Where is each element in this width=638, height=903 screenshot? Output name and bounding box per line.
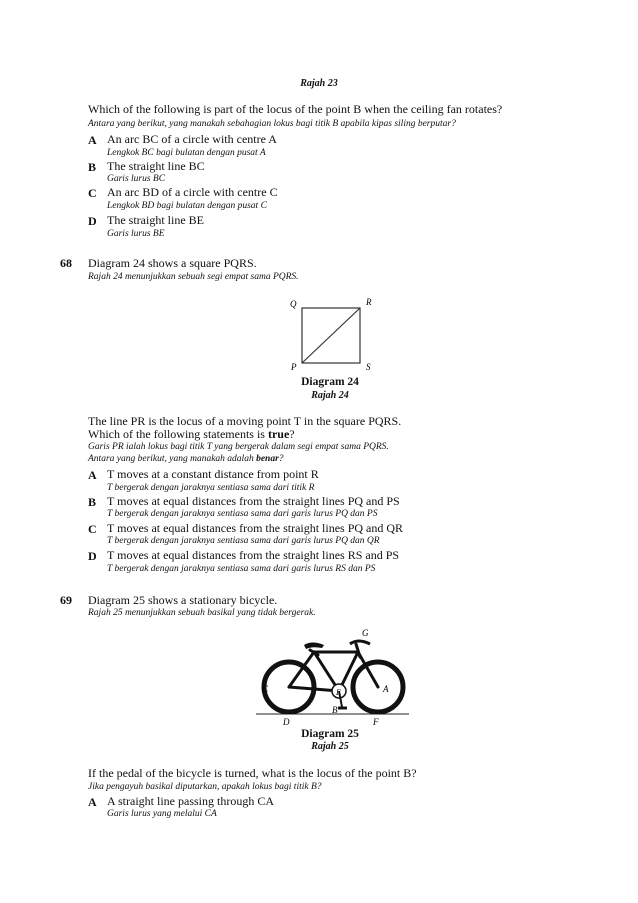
diagram-25-bicycle — [252, 625, 412, 727]
option-letter: C — [88, 186, 97, 200]
q68-stem-my-1: Garis PR ialah lokus bagi titik T yang bergerak dalam segi empat sama PQRS. — [88, 442, 389, 452]
label-e: E — [336, 688, 341, 697]
q68-intro-my: Rajah 24 menunjukkan sebuah segi empat sama PQRS. — [88, 272, 299, 282]
option-text-en: T moves at equal distances from the straight lines PQ and QR — [107, 521, 404, 535]
option-text-en: T moves at a constant distance from point R — [107, 467, 319, 481]
q67-stem-my: Antara yang berikut, yang manakah sebahagian lokus bagi titik B apabila kipas siling berputar? — [88, 119, 456, 129]
diagram-24-square — [280, 290, 380, 375]
label-p: P — [291, 362, 297, 372]
q69-number: 69 — [60, 593, 72, 607]
option-letter: B — [88, 495, 97, 509]
label-d: D — [283, 717, 290, 727]
option-letter: D — [88, 214, 97, 228]
label-s: S — [366, 362, 371, 372]
option-text-en: An arc BC of a circle with centre A — [107, 132, 277, 146]
diagram-25-caption-my: Rajah 25 — [311, 741, 349, 752]
q68-intro-en: Diagram 24 shows a square PQRS. — [88, 256, 257, 270]
option-text-my: Lengkok BC bagi bulatan dengan pusat A — [107, 148, 266, 158]
option-text-my: Lengkok BD bagi bulatan dengan pusat C — [107, 201, 267, 211]
q67-stem-en: Which of the following is part of the locus of the point B when the ceiling fan rotates? — [88, 102, 503, 116]
option-text-en: T moves at equal distances from the straight lines RS and PS — [107, 548, 400, 562]
handlebar — [350, 641, 370, 644]
option-letter: A — [88, 133, 97, 147]
label-g: G — [362, 628, 369, 638]
option-letter: D — [88, 549, 97, 563]
option-text-en: An arc BD of a circle with centre C — [107, 185, 278, 199]
option-letter: A — [88, 795, 97, 809]
option-letter: A — [88, 468, 97, 482]
option-letter: B — [88, 160, 97, 174]
option-text-my: Garis lurus yang melalui CA — [107, 809, 217, 819]
q68-stem-en-2: Which of the following statements is true? — [88, 427, 295, 441]
q68-stem-en-1: The line PR is the locus of a moving point T in the square PQRS. — [88, 414, 402, 428]
option-text-en: The straight line BC — [107, 159, 205, 173]
diagram-23-caption: Rajah 23 — [300, 78, 338, 89]
q69-intro-en: Diagram 25 shows a stationary bicycle. — [88, 593, 278, 607]
option-text-my: T bergerak dengan jaraknya sentiasa sama dari garis lurus PQ dan PS — [107, 509, 378, 519]
diagonal-pr — [302, 308, 360, 363]
diagram-24-caption-en: Diagram 24 — [301, 376, 359, 388]
q68-stem-my-2: Antara yang berikut, yang manakah adalah benar? — [88, 454, 284, 464]
label-c: C — [262, 684, 269, 694]
option-text-my: Garis lurus BC — [107, 174, 166, 184]
label-q: Q — [290, 299, 297, 309]
option-text-en: The straight line BE — [107, 213, 204, 227]
q69-intro-my: Rajah 25 menunjukkan sebuah basikal yang tidak bergerak. — [88, 608, 316, 618]
q68-number: 68 — [60, 256, 72, 270]
option-text-my: T bergerak dengan jaraknya sentiasa sama dari garis lurus PQ dan QR — [107, 536, 380, 546]
label-a: A — [383, 684, 389, 694]
label-r: R — [366, 297, 372, 307]
option-text-en: A straight line passing through CA — [107, 794, 274, 808]
q69-stem-my: Jika pengayuh basikal diputarkan, apakah lokus bagi titik B? — [88, 782, 322, 792]
label-f: F — [373, 717, 379, 727]
seat — [304, 643, 324, 650]
q69-stem-en: If the pedal of the bicycle is turned, what is the locus of the point B? — [88, 766, 417, 780]
option-letter: C — [88, 522, 97, 536]
option-text-my: T bergerak dengan jaraknya sentiasa sama dari garis lurus RS dan PS — [107, 564, 376, 574]
option-text-my: T bergerak dengan jaraknya sentiasa sama dari titik R — [107, 483, 315, 493]
diagram-24-caption-my: Rajah 24 — [311, 390, 349, 401]
label-b: B — [332, 705, 338, 715]
option-text-en: T moves at equal distances from the straight lines PQ and PS — [107, 494, 400, 508]
diagram-25-caption-en: Diagram 25 — [301, 728, 359, 740]
option-text-my: Garis lurus BE — [107, 229, 165, 239]
